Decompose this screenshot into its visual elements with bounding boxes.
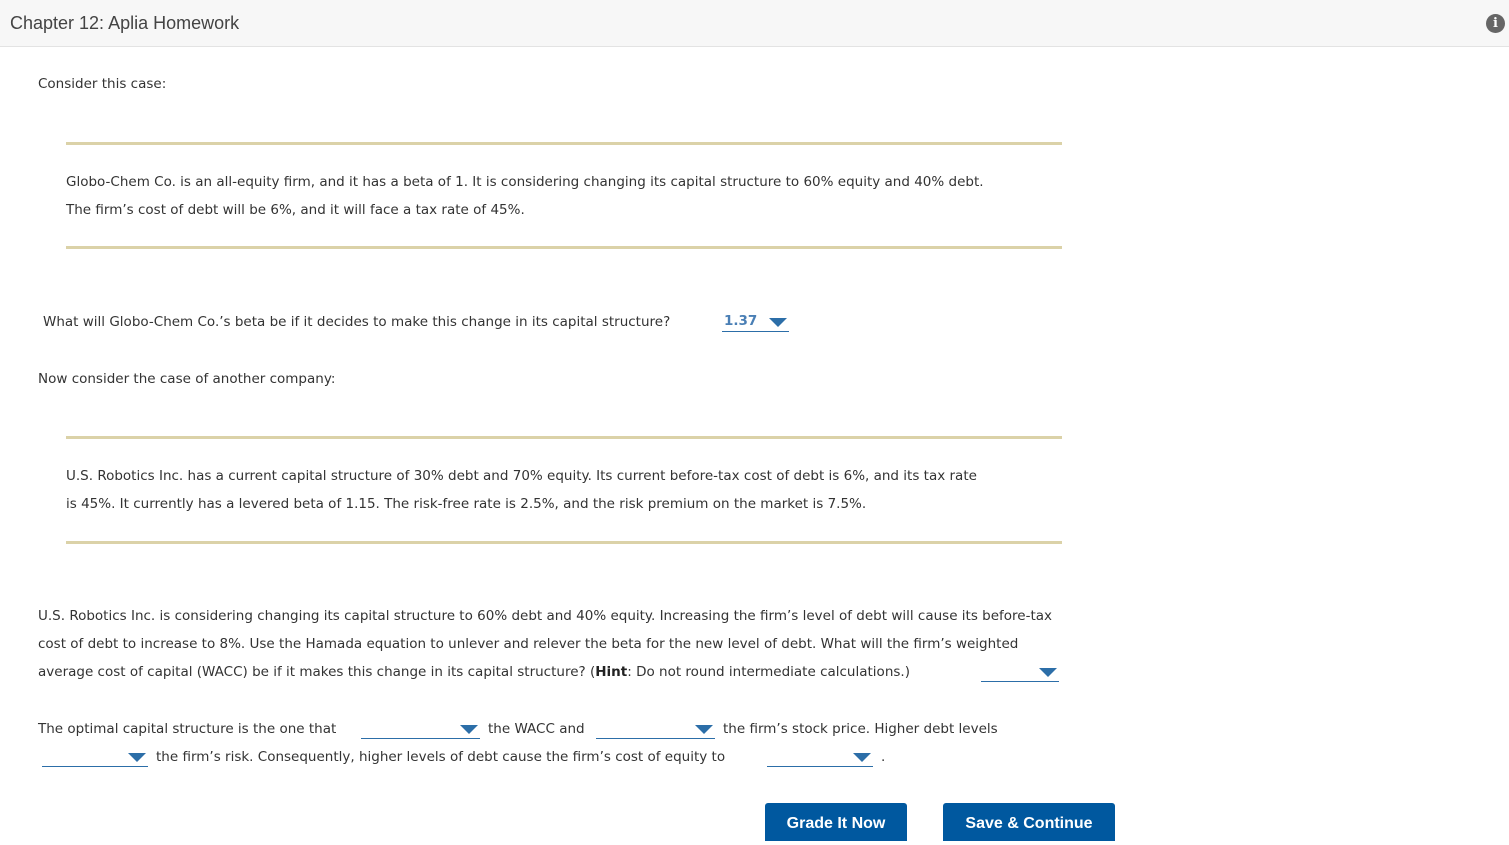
stock-price-effect-dropdown[interactable]	[596, 719, 715, 739]
chevron-down-icon	[769, 318, 787, 327]
optimal-structure-text2: the WACC and	[488, 721, 585, 737]
chevron-down-icon	[1039, 668, 1057, 677]
grade-it-now-button[interactable]: Grade It Now	[765, 803, 907, 841]
beta-dropdown-value: 1.37	[724, 313, 758, 329]
hint-label: Hint	[595, 664, 628, 680]
info-icon[interactable]: i	[1486, 14, 1505, 33]
case2-top-rule	[66, 436, 1062, 439]
optimal-structure-text1: The optimal capital structure is the one that	[38, 721, 337, 737]
wacc-dropdown[interactable]	[981, 662, 1059, 682]
optimal-structure-text3: the firm’s stock price. Higher debt levels	[723, 721, 998, 737]
case1-text-line1: Globo-Chem Co. is an all-equity firm, and it has a beta of 1. It is considering changing its capital structure to 60% equity and 40% debt.	[66, 174, 984, 190]
case2-intro: Now consider the case of another company:	[38, 371, 336, 387]
wacc-question-line2: cost of debt to increase to 8%. Use the Hamada equation to unlever and relever the beta for the new level of debt. What will the firm’s weighted	[38, 636, 1019, 652]
sentence-period: .	[881, 749, 886, 765]
chevron-down-icon	[460, 725, 478, 734]
optimal-structure-text4: the firm’s risk. Consequently, higher levels of debt cause the firm’s cost of equity to	[156, 749, 726, 765]
page-title: Chapter 12: Aplia Homework	[10, 13, 240, 33]
wacc-question-line3	[38, 658, 910, 686]
case1-top-rule	[66, 142, 1062, 145]
save-continue-button[interactable]: Save & Continue	[943, 803, 1115, 841]
case1-bottom-rule	[66, 246, 1062, 249]
beta-question: What will Globo-Chem Co.’s beta be if it decides to make this change in its capital structure?	[43, 314, 671, 330]
chevron-down-icon	[128, 753, 146, 762]
beta-dropdown[interactable]	[722, 312, 789, 332]
cost-of-equity-dropdown[interactable]	[767, 747, 873, 767]
case2-text-line1: U.S. Robotics Inc. has a current capital structure of 30% debt and 70% equity. Its current before-tax cost of debt is 6%, and its tax rate	[66, 468, 977, 484]
case2-text-line2: is 45%. It currently has a levered beta of 1.15. The risk-free rate is 2.5%, and the risk premium on the market is 7.5%.	[66, 496, 867, 512]
case2-bottom-rule	[66, 541, 1062, 544]
case1-text-line2: The firm’s cost of debt will be 6%, and it will face a tax rate of 45%.	[66, 202, 525, 218]
wacc-question-line1: U.S. Robotics Inc. is considering changing its capital structure to 60% debt and 40% equity. Increasing the firm’s level of debt will cause its before-tax	[38, 608, 1053, 624]
case1-intro: Consider this case:	[38, 76, 167, 92]
wacc-question-line3-post: : Do not round intermediate calculations.)	[627, 664, 910, 680]
wacc-question-line3-pre: average cost of capital (WACC) be if it makes this change in its capital structure? (	[38, 664, 596, 680]
risk-effect-dropdown[interactable]	[42, 747, 148, 767]
wacc-effect-dropdown[interactable]	[361, 719, 480, 739]
page-header	[0, 0, 1509, 47]
chevron-down-icon	[853, 753, 871, 762]
chevron-down-icon	[695, 725, 713, 734]
